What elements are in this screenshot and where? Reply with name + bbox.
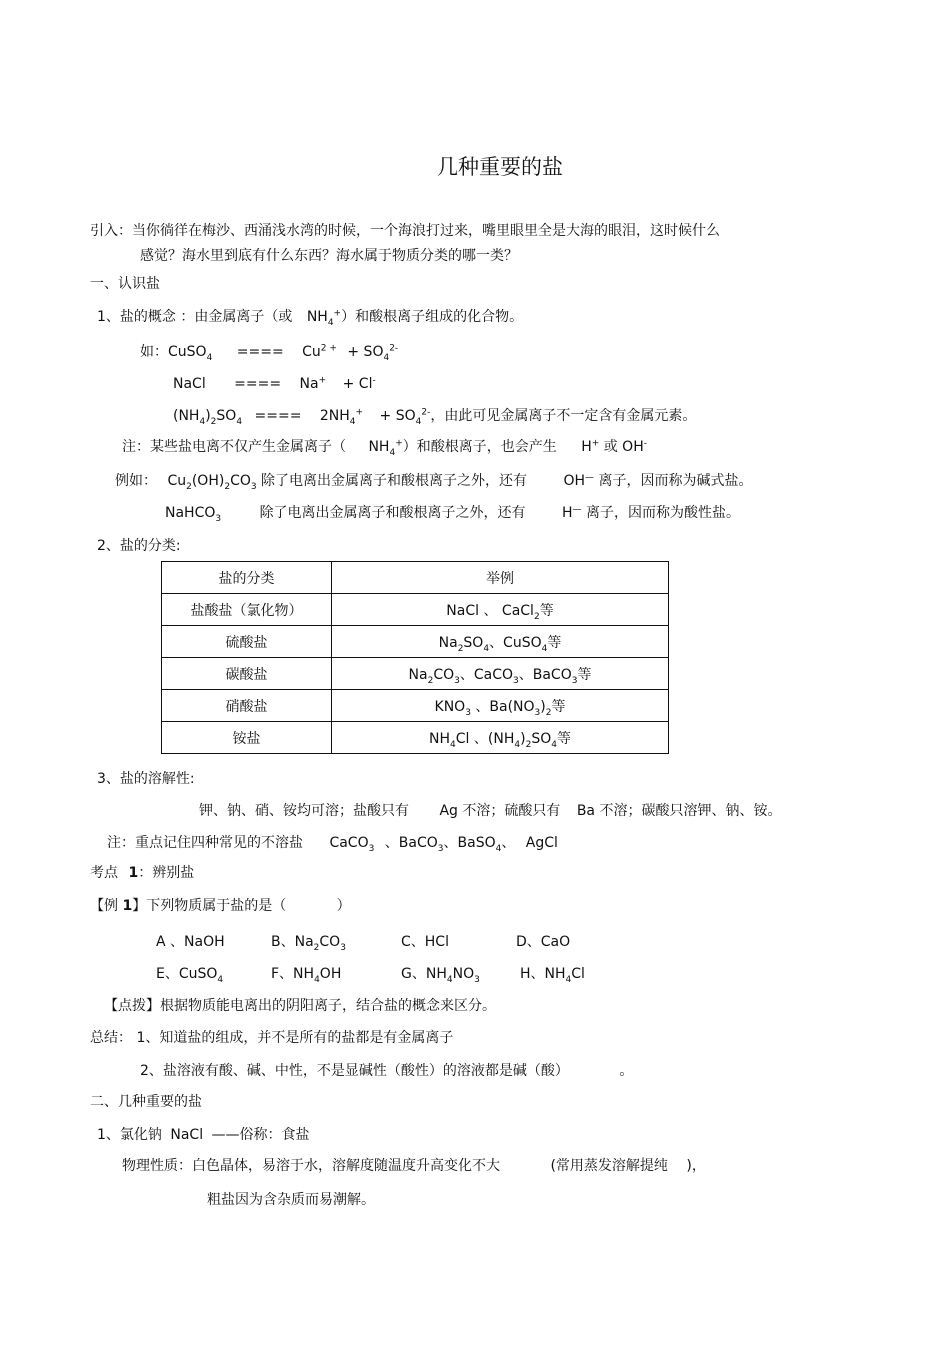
superscript: — — [585, 472, 595, 483]
crude-salt-note: 粗盐因为含杂质而易潮解。 — [207, 1192, 375, 1208]
salt-examples — [332, 722, 669, 754]
formula: NH — [368, 439, 390, 455]
formula: CaCO — [329, 835, 369, 851]
exam-point-label: 考点 — [90, 865, 118, 881]
rule-text: 不溶；硫酸只有 — [462, 803, 561, 819]
salt-type: 铵盐 — [162, 722, 332, 754]
separator: 、 — [501, 835, 516, 851]
etc-text: 等 — [551, 698, 566, 715]
salt-type: 碳酸盐 — [162, 658, 332, 690]
option-text: E、CuSO — [156, 966, 218, 982]
salt-examples — [332, 594, 669, 626]
formula: Cl — [455, 730, 470, 747]
subscript: 2 — [210, 416, 217, 427]
solubility-heading: 3、盐的溶解性: — [97, 771, 195, 787]
formula: 、BaCO — [384, 835, 438, 851]
formula: NaHCO — [165, 505, 216, 521]
superscript: - — [372, 375, 376, 386]
subscript: 2 — [224, 481, 231, 492]
formula: CO — [230, 473, 251, 489]
subscript: 4 — [446, 974, 453, 985]
formula: H — [562, 505, 573, 521]
formula: Na — [438, 634, 458, 651]
hint-text: 【点拨】根据物质能电离出的阴阳离子，结合盐的概念来区分。 — [104, 998, 496, 1014]
superscript: - — [643, 438, 647, 449]
rule-text: 不溶；碳酸只溶钾、钠、铵。 — [599, 803, 782, 819]
subscript: 4 — [450, 739, 456, 750]
etc-text: 等 — [556, 730, 571, 747]
option-text: OH — [319, 966, 342, 982]
superscript: + — [318, 375, 327, 386]
formula: AgCl — [525, 835, 558, 851]
equals-sign: ==== — [234, 376, 282, 392]
salt-type: 盐酸盐（氯化物） — [162, 594, 332, 626]
table-header-row — [162, 562, 669, 594]
subscript: 3 — [437, 843, 444, 854]
note-text: ）和酸根离子，也会产生 — [402, 439, 557, 455]
option-c — [401, 933, 449, 951]
table-row — [162, 722, 669, 754]
formula: ) — [205, 408, 211, 424]
formula: 、Ba(NO — [475, 698, 535, 715]
subscript: 2 — [533, 611, 540, 622]
physical-properties — [122, 1157, 706, 1175]
option-d — [516, 933, 570, 951]
conclusion-text: ，由此可见金属离子不一定含有金属元素。 — [430, 408, 697, 424]
nh4-formula: NH — [306, 309, 328, 325]
intro-text-1: 当你徜徉在梅沙、西涌浅水湾的时候，一个海浪打过来，嘴里眼里全是大海的眼泪，这时候什么 — [132, 223, 720, 239]
formula: Na — [408, 666, 428, 683]
option-text: NO — [452, 966, 475, 982]
superscript: 2- — [389, 343, 399, 354]
subscript: 3 — [474, 974, 480, 985]
formula: (NH — [173, 408, 200, 424]
salt-concept — [97, 308, 523, 326]
formula: Cu — [167, 473, 187, 489]
subscript: 4 — [314, 974, 320, 985]
formula: + SO — [379, 408, 416, 424]
subscript: 4 — [327, 317, 334, 328]
subscript: 3 — [465, 707, 471, 718]
etc-text: 等 — [547, 634, 562, 651]
salt-type: 硫酸盐 — [162, 626, 332, 658]
formula: CaCl — [501, 602, 534, 619]
option-a — [156, 933, 225, 951]
intro-line-1 — [90, 222, 720, 240]
example-label: 例如： — [115, 473, 157, 489]
superscript: + — [355, 407, 364, 418]
subscript: 4 — [349, 416, 356, 427]
common-name: ——俗称：食盐 — [211, 1127, 310, 1143]
formula: 、BaSO — [443, 835, 496, 851]
option-text: H、NH — [520, 966, 566, 982]
ionization-example-3 — [173, 407, 696, 425]
explanation-text: 除了电离出金属离子和酸根离子之外，还有 — [261, 473, 528, 489]
example-number: 1 — [122, 898, 133, 914]
etc-text: 等 — [577, 666, 592, 683]
subscript: 2 — [525, 739, 532, 750]
formula: Cu — [302, 344, 321, 360]
table-row — [162, 594, 669, 626]
formula: NH — [429, 730, 451, 747]
subscript: 4 — [199, 416, 206, 427]
summary-text: 2、盐溶液有酸、碱、中性，不是显碱性（酸性）的溶液都是碱（酸） — [140, 1063, 569, 1079]
formula: NaCl — [446, 602, 480, 619]
subscript: 4 — [383, 352, 390, 363]
example-label: 如： — [140, 344, 168, 360]
subscript: 4 — [206, 352, 213, 363]
classification-heading: 2、盐的分类: — [97, 538, 181, 554]
subscript: 2 — [427, 675, 434, 686]
subscript: 4 — [495, 843, 502, 854]
option-e — [156, 965, 223, 983]
note-text: 注：重点记住四种常见的不溶盐 — [107, 835, 303, 851]
superscript: + — [395, 438, 403, 449]
page-title: 几种重要的盐 — [437, 155, 563, 179]
option-g — [401, 965, 480, 983]
basic-salt-example — [115, 472, 753, 490]
option-text: C、HCl — [401, 934, 449, 950]
formula: 或 OH — [603, 439, 644, 455]
etc-text: 等 — [539, 602, 554, 619]
example-question-1 — [90, 897, 351, 915]
formula: NaCl — [170, 1127, 204, 1143]
table-row — [162, 690, 669, 722]
formula: CO — [433, 666, 455, 683]
example-bracket: 【例 — [90, 898, 118, 914]
insoluble-salts-note — [107, 834, 558, 852]
option-text: CO — [319, 934, 341, 950]
closing-paren: )， — [686, 1158, 706, 1174]
formula: ) — [520, 730, 526, 747]
formula: 、CaCO — [459, 666, 514, 683]
salt-examples — [332, 690, 669, 722]
explanation-text: 除了电离出金属离子和酸根离子之外，还有 — [259, 505, 526, 521]
formula: SO — [463, 634, 484, 651]
note-acid-basic — [122, 438, 647, 456]
superscript: 2 + — [320, 343, 337, 354]
option-text: B、Na — [271, 934, 314, 950]
subscript: 4 — [236, 416, 243, 427]
table-header: 盐的分类 — [162, 562, 332, 594]
solubility-rules — [199, 802, 781, 820]
subscript: 4 — [541, 643, 548, 654]
subscript: 4 — [483, 643, 490, 654]
sodium-chloride-heading — [97, 1126, 310, 1144]
subscript: 4 — [415, 416, 422, 427]
formula: Na — [299, 376, 319, 392]
conclusion-text: 离子，因而称为酸性盐。 — [586, 505, 740, 521]
section-2-heading: 二、几种重要的盐 — [90, 1094, 202, 1110]
subscript: 4 — [565, 974, 572, 985]
table-header: 举例 — [332, 562, 669, 594]
rule-text: 钾、钠、硝、铵均可溶；盐酸只有 — [199, 803, 409, 819]
subscript: 2 — [186, 481, 192, 492]
formula: 、CuSO — [489, 634, 542, 651]
subscript: 3 — [571, 675, 578, 686]
table-row — [162, 658, 669, 690]
ion-symbol: Ba — [576, 803, 596, 819]
equals-sign: ==== — [236, 344, 284, 360]
option-f — [271, 965, 341, 983]
answer-blank: ） — [336, 898, 351, 914]
section-1-heading: 一、认识盐 — [90, 276, 160, 292]
separator: 、 — [483, 602, 498, 619]
formula: H — [581, 439, 592, 455]
subscript: 4 — [217, 974, 224, 985]
subscript: 4 — [389, 447, 396, 458]
salt-examples — [332, 658, 669, 690]
formula: + Cl — [342, 376, 373, 392]
subscript: 3 — [368, 843, 375, 854]
superscript: 2- — [421, 407, 431, 418]
option-text: Cl — [571, 966, 585, 982]
exam-point-1 — [90, 864, 194, 882]
formula: (OH) — [191, 473, 225, 489]
purification-note: (常用蒸发溶解提纯 — [550, 1158, 668, 1174]
note-text: 注：某些盐电离不仅产生金属离子（ — [122, 439, 346, 455]
subscript: 4 — [514, 739, 521, 750]
intro-line-2: 感觉？海水里到底有什么东西？海水属于物质分类的哪一类？ — [140, 248, 518, 264]
summary-line-1: 总结： 1、知道盐的组成，并不是所有的盐都是有金属离子 — [90, 1030, 454, 1046]
ionization-example-2 — [173, 375, 376, 393]
formula: KNO — [434, 698, 466, 715]
period: 。 — [619, 1063, 634, 1079]
subscript: 3 — [454, 675, 460, 686]
concept-text: 1、盐的概念 ：由金属离子（或 — [97, 309, 293, 325]
superscript: + — [333, 308, 342, 319]
formula: 、BaCO — [518, 666, 572, 683]
formula: NaCl — [173, 376, 206, 392]
formula: CuSO — [168, 344, 207, 360]
superscript: + — [591, 438, 600, 449]
subscript: 3 — [340, 942, 346, 953]
exam-point-text: ：辨别盐 — [138, 865, 195, 881]
option-text: A 、NaOH — [156, 934, 225, 950]
equals-sign: ==== — [254, 408, 302, 424]
subscript: 2 — [457, 643, 464, 654]
property-text: 物理性质：白色晶体，易溶于水，溶解度随温度升高变化不大 — [122, 1158, 500, 1174]
superscript: — — [572, 504, 582, 515]
summary-line-2 — [140, 1062, 633, 1080]
concept-text-end: ）和酸根离子组成的化合物。 — [341, 309, 524, 325]
option-h — [520, 965, 585, 983]
formula: ) — [540, 698, 546, 715]
subscript: 2 — [545, 707, 552, 718]
exam-point-number: 1 — [128, 865, 139, 881]
subscript: 2 — [313, 942, 320, 953]
salt-type: 硝酸盐 — [162, 690, 332, 722]
question-text: 】下列物质属于盐的是（ — [132, 898, 287, 914]
option-text: F、NH — [271, 966, 315, 982]
subscript: 3 — [250, 481, 257, 492]
option-text: D、CaO — [516, 934, 571, 950]
formula: SO — [216, 408, 237, 424]
salt-classification-table — [161, 561, 669, 754]
salt-name: 1、氯化钠 — [97, 1127, 162, 1143]
formula: 2NH — [319, 408, 350, 424]
intro-label: 引入： — [90, 223, 132, 239]
subscript: 3 — [215, 513, 222, 524]
option-text: G、NH — [401, 966, 447, 982]
formula: SO — [531, 730, 552, 747]
salt-examples — [332, 626, 669, 658]
formula: 、(NH — [473, 730, 515, 747]
ionization-example-1 — [140, 343, 398, 361]
formula: + SO — [347, 344, 384, 360]
formula: OH — [563, 473, 586, 489]
ion-symbol: Ag — [439, 803, 458, 819]
subscript: 4 — [551, 739, 557, 750]
subscript: 3 — [513, 675, 519, 686]
option-b — [271, 933, 346, 951]
acid-salt-example — [165, 504, 740, 522]
table-row — [162, 626, 669, 658]
conclusion-text: 离子，因而称为碱式盐。 — [598, 473, 753, 489]
subscript: 3 — [534, 707, 541, 718]
